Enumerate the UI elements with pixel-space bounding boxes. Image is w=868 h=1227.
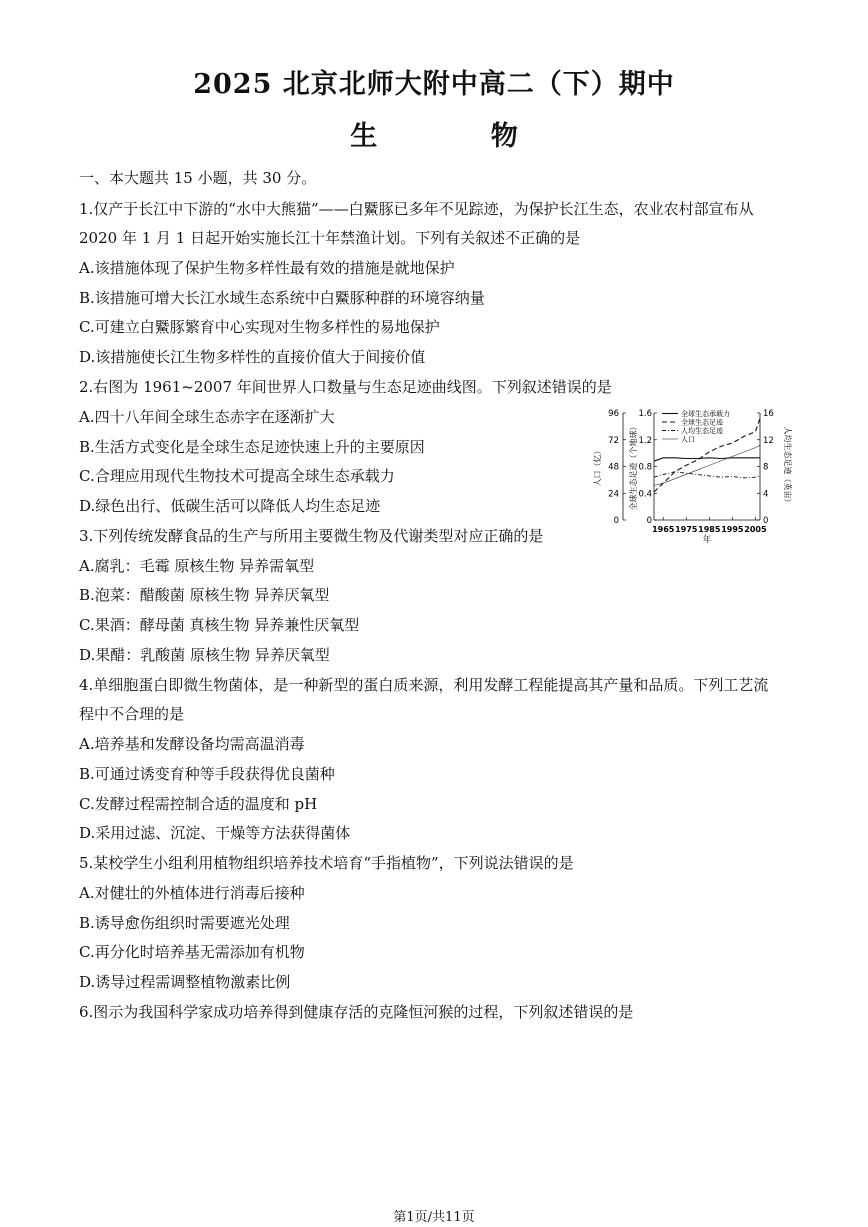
chart-right-tick-label: 16 (763, 409, 774, 419)
question-4-stem-line-1: 4.单细胞蛋白即微生物菌体，是一种新型的蛋白质来源，利用发酵工程能提高其产量和品质。下列工艺流 (79, 676, 769, 694)
chart-footprint-tick-label: 0.8 (638, 462, 652, 473)
population-footprint-chart (592, 403, 792, 553)
question-4-option-a: A.培养基和发酵设备均需高温消毒 (79, 735, 305, 753)
question-1-option-a: A.该措施体现了保护生物多样性最有效的措施是就地保护 (79, 259, 455, 277)
question-1-stem-line-2: 2020 年 1 月 1 日起开始实施长江十年禁渔计划。下列有关叙述不正确的是 (79, 229, 581, 247)
question-5-option-b: B.诱导愈伤组织时需要遮光处理 (79, 914, 290, 932)
chart-legend-label: 全球生态承载力 (681, 410, 730, 418)
chart-footprint-tick-label: 0.4 (638, 489, 652, 500)
chart-legend-label: 全球生态足迹 (681, 418, 723, 427)
question-3-option-c: C.果酒：酵母菌 真核生物 异养兼性厌氧型 (79, 616, 360, 634)
question-4-stem-line-2: 程中不合理的是 (79, 705, 185, 723)
chart-population-tick-label: 72 (608, 435, 619, 446)
subject-title: 生 物 (350, 121, 570, 152)
chart-footprint-tick-label: 1.6 (638, 409, 652, 419)
question-1-option-d: D.该措施使长江生物多样性的直接价值大于间接价值 (79, 348, 426, 366)
chart-footprint-tick-label: 1.2 (638, 435, 652, 446)
chart-x-tick-label: 1995 (721, 525, 744, 534)
page-title: 2025 北京北师大附中高二（下）期中 (193, 69, 675, 100)
question-1-option-b: B.该措施可增大长江水域生态系统中白鱀豚种群的环境容纳量 (79, 289, 485, 307)
question-2-option-b: B.生活方式变化是全球生态足迹快速上升的主要原因 (79, 438, 425, 456)
question-4-option-c: C.发酵过程需控制合适的温度和 pH (79, 795, 318, 813)
question-4-option-d: D.采用过滤、沉淀、干燥等方法获得菌体 (79, 824, 351, 842)
question-1-option-c: C.可建立白鱀豚繁育中心实现对生物多样性的易地保护 (79, 318, 440, 336)
chart-x-tick-label: 1975 (675, 525, 698, 534)
question-3-option-b: B.泡菜：醋酸菌 原核生物 异养厌氧型 (79, 586, 330, 604)
chart-legend-label: 人口 (681, 435, 695, 444)
question-4-option-b: B.可通过诱变育种等手段获得优良菌种 (79, 765, 335, 783)
question-1-stem-line-1: 1.仅产于长江中下游的“水中大熊猫”——白鱀豚已多年不见踪迹，为保护长江生态，农业农村部宣布从 (79, 200, 754, 218)
chart-footprint-tick-label: 0 (646, 516, 652, 526)
chart-x-tick-label: 1985 (698, 525, 721, 534)
chart-population-tick-label: 0 (613, 516, 619, 526)
question-2-option-a: A.四十八年间全球生态赤字在逐渐扩大 (79, 408, 335, 426)
chart-right-tick-label: 12 (763, 435, 774, 446)
chart-population-tick-label: 24 (608, 489, 619, 500)
chart-series-line-0 (654, 458, 760, 461)
chart-per-capita-axis-label: 人均生态足迹（英亩） (783, 426, 792, 507)
question-3-stem: 3.下列传统发酵食品的生产与所用主要微生物及代谢类型对应正确的是 (79, 527, 544, 545)
chart-right-tick-label: 4 (763, 489, 769, 500)
chart-legend-label: 人均生态足迹 (681, 427, 723, 435)
question-6-stem: 6.图示为我国科学家成功培养得到健康存活的克隆恒河猴的过程，下列叙述错误的是 (79, 1003, 634, 1021)
question-2-option-d: D.绿色出行、低碳生活可以降低人均生态足迹 (79, 497, 381, 515)
chart-right-tick-label: 8 (763, 462, 769, 473)
chart-x-tick-label: 1965 (652, 525, 675, 534)
chart-population-axis-label: 人口（亿） (593, 446, 602, 487)
chart-x-tick-label: 2005 (744, 525, 767, 534)
question-5-option-a: A.对健壮的外植体进行消毒后接种 (79, 884, 305, 902)
chart-series-line-3 (654, 445, 760, 485)
question-2-option-c: C.合理应用现代生物技术可提高全球生态承载力 (79, 467, 395, 485)
question-3-option-d: D.果醋：乳酸菌 原核生物 异养厌氧型 (79, 646, 330, 664)
page-footer: 第1页/共11页 (393, 1210, 475, 1225)
question-5-option-d: D.诱导过程需调整植物激素比例 (79, 973, 291, 991)
section-heading: 一、本大题共 15 小题，共 30 分。 (79, 169, 317, 187)
chart-footprint-axis-label: 全球生态足迹（个地球） (629, 422, 638, 511)
question-2-stem: 2.右图为 1961~2007 年间世界人口数量与生态足迹曲线图。下列叙述错误的是 (79, 378, 612, 396)
chart-series-line-2 (654, 472, 760, 478)
question-5-option-c: C.再分化时培养基无需添加有机物 (79, 943, 305, 961)
question-5-stem: 5.某校学生小组利用植物组织培养技术培育“手指植物”，下列说法错误的是 (79, 854, 574, 872)
question-3-option-a: A.腐乳：毛霉 原核生物 异养需氧型 (79, 557, 315, 575)
chart-population-tick-label: 48 (608, 462, 619, 473)
chart-x-axis-label: 年 (702, 535, 712, 545)
chart-right-tick-label: 0 (763, 516, 769, 526)
chart-population-tick-label: 96 (608, 409, 619, 419)
